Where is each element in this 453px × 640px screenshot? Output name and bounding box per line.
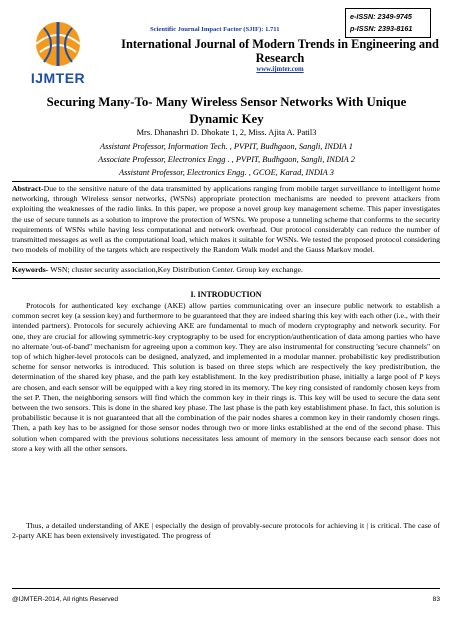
affiliation-1: Assistant Professor, Information Tech. , PVPIT, Budhgaon, Sangli, INDIA 1 — [100, 142, 353, 151]
abstract — [12, 184, 440, 255]
abstract-label: Abstract- — [12, 184, 44, 193]
logo-text: IJMTER — [30, 70, 86, 86]
divider — [12, 262, 440, 263]
divider — [12, 278, 440, 279]
section-heading: I. INTRODUCTION — [190, 290, 262, 299]
footer-copyright: @IJMTER-2014, All rights Reserved — [12, 596, 119, 603]
issn-print: e-ISSN: 2349-9745 — [350, 12, 412, 21]
sjif-line: Scientific Journal Impact Factor (SJIF): 1.711 — [150, 26, 280, 33]
intro-paragraph-1 — [12, 301, 440, 454]
journal-url[interactable]: www.ijmter.com — [256, 66, 304, 73]
intro-paragraph-1-text: Protocols for authenticated key exchange (AKE) allow parties communicating over an insecure public network to establish a common secret key (a session key) and furthermore to be guaranteed that they are indeed sharing this key with each other (i.e., with their intended partners). Protocols for securely achieving AKE are fundamental to much of modern cryptography and network security. For one, they are crucial for allowing symmetric-key cryptography to be used for encryption/authentication of data among parties who have no alternate 'out-of-band" mechanism for agreeing upon a common key. They are also instrumental for constructing 'secure channels" on top of which higher-level protocols can be designed, analyzed, and implemented in a modular manner. probabilistic key predistribution scheme for sensor networks is introduced. This solution is based on three steps which are respectively the key predistribution, the determination of the shared key phase, and the path key establishment. In the key predistribution phase, initially a large pool of P keys are chosen, and each sensor will be equipped with a key ring stored in its memory. The key ring consisted of randomly chosen keys from the set P. Then, the neighboring sensors will find which the common key in their rings is. This key will be used to secure the data sent between the two sensors. This is done in the shared key phase. The last phase is the path key establishment phase. In fact, this solution is probabilistic because it is not guaranteed that all the combination of the pair nodes shares a common key in their randomly chosen rings. Then, a path key has to be assigned for those sensor nodes through two or more links established at the end of the second phase. This solution when compared with the previous solutions necessitates less amount of memory in the sensors because each sensor does not store a key with all the other sensors. — [12, 301, 440, 453]
intro-paragraph-2 — [12, 521, 440, 541]
journal-title: International Journal of Modern Trends in Engineering and Research — [121, 37, 439, 65]
abstract-text: Due to the sensitive nature of the data transmitted by applications ranging from mobile target surveillance to intelligent home networking, through Wireless sensor networks, (WSNs) appropriate protection mechanisms are needed to prevent attackers from exploiting the weaknesses of the radio links. In this paper, we propose a novel group key management scheme. This paper investigates the use of secure tunnels as a solution to improve the protection of WSNs. We propose a tunneling scheme that conforms to the security requirements of WSNs while having less computational and network overhead. Our protocol considerably can reduce the number of transmitted messages as well as the computational load, which makes it suitable for WSNs. We tested the proposed protocol considering two models of mobility of the targets which are respectively the Random Walk model and the Gauss Markov model. — [12, 184, 440, 255]
issn-online: p-ISSN: 2393-8161 — [350, 24, 413, 33]
intro-paragraph-2-text: Thus, a detailed understanding of AKE | especially the design of provably-secure protocols for achieving it | is critical. The case of 2-party AKE has been extensively investigated. The progress of — [12, 521, 440, 541]
affiliation-3: Assistant Professor, Electronics Engg. , GCOE, Karad, INDIA 3 — [119, 168, 334, 177]
author-list: Mrs. Dhanashri D. Dhokate 1, 2, Miss. Ajita A. Patil3 — [136, 128, 317, 137]
paper-title: Securing Many-To- Many Wireless Sensor Networks With Unique Dynamic Key — [46, 95, 407, 126]
keywords-text: WSN; cluster security association,Key Distribution Center. Group key exchange. — [48, 265, 303, 274]
keywords — [12, 265, 440, 275]
divider — [12, 181, 440, 182]
keywords-label: Keywords- — [12, 265, 49, 274]
footer-divider — [12, 588, 440, 589]
logo-globe-icon — [36, 22, 80, 66]
issn-box — [345, 8, 431, 38]
affiliation-2: Associate Professor, Electronics Engg . , PVPIT, Budhgaon, Sangli, INDIA 2 — [98, 155, 355, 164]
page-number: 83 — [432, 596, 440, 603]
